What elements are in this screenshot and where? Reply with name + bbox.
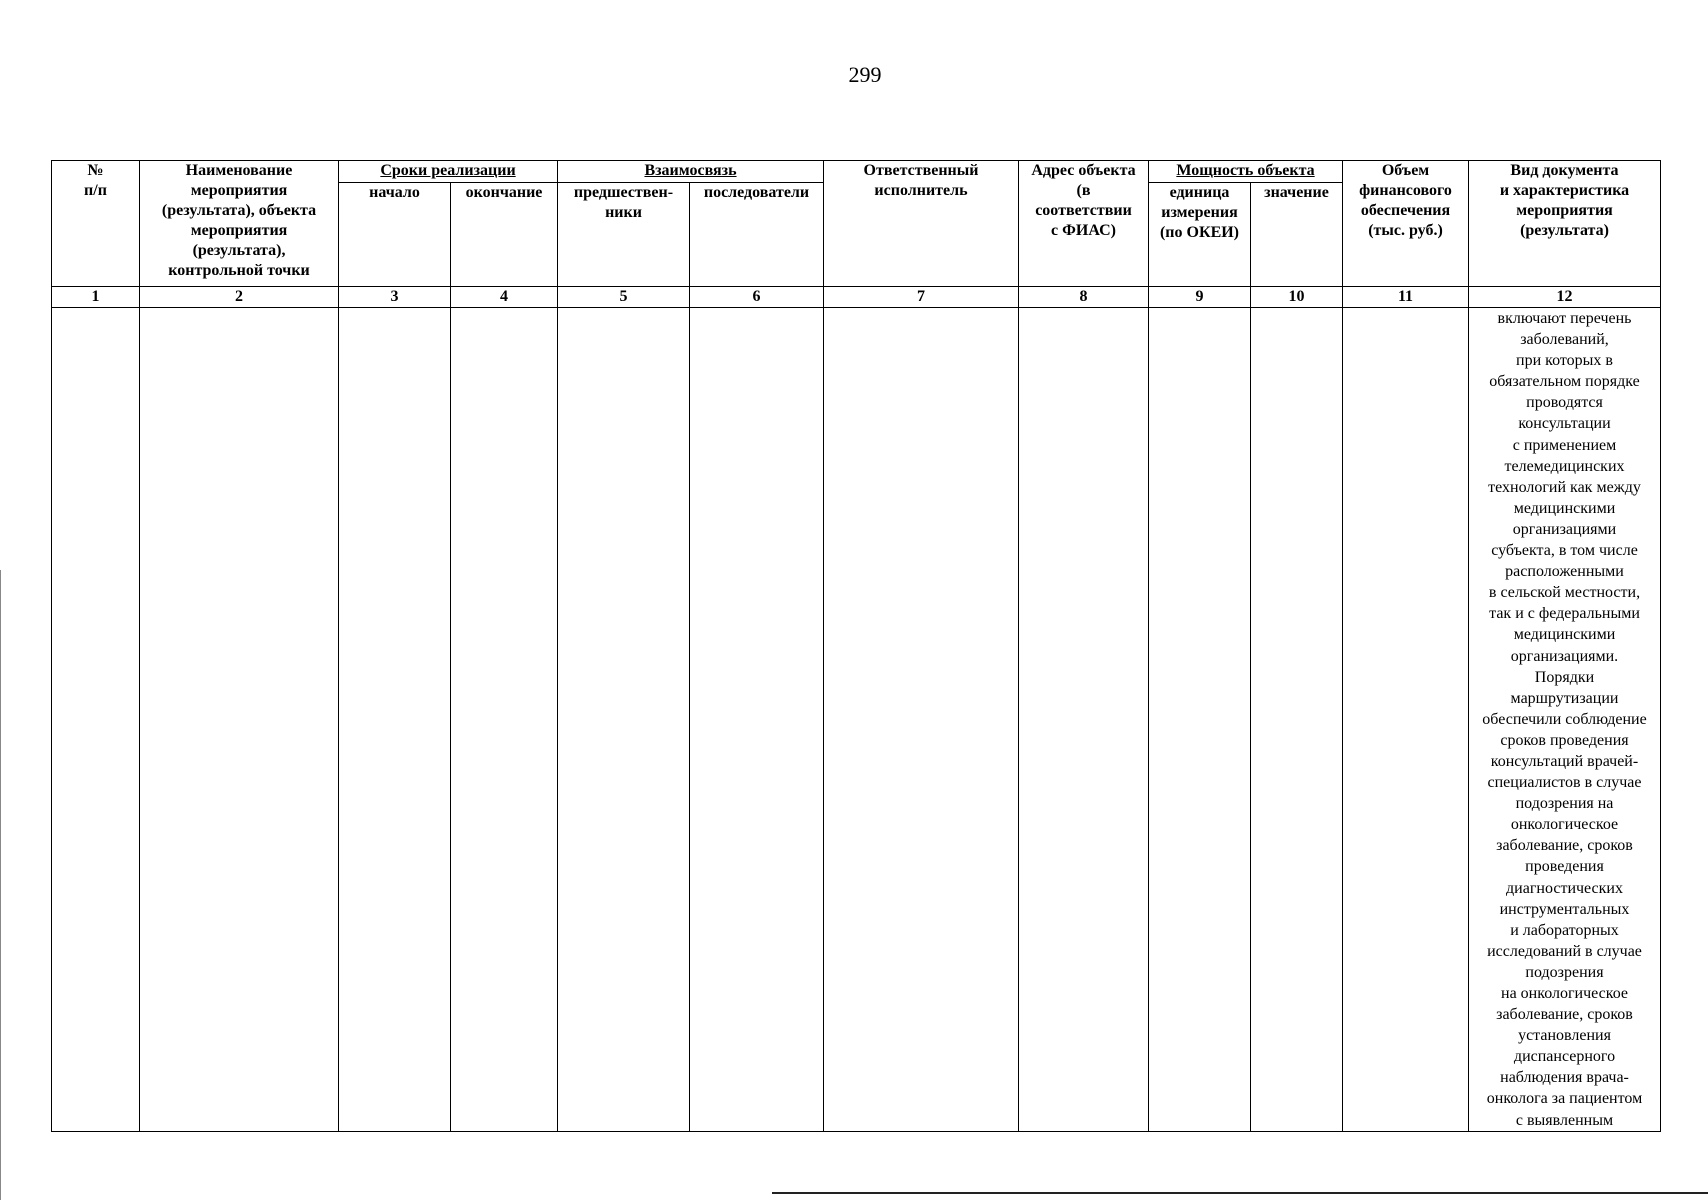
header-col-end: окончание: [451, 183, 558, 287]
cell-address: [1019, 308, 1149, 1132]
column-number: 8: [1019, 287, 1149, 308]
cell-unit: [1149, 308, 1251, 1132]
column-number: 11: [1343, 287, 1469, 308]
cell-finance: [1343, 308, 1469, 1132]
header-col-predecessors: предшествен- ники: [558, 183, 690, 287]
header-col-unit: единица измерения (по ОКЕИ): [1149, 183, 1251, 287]
column-number: 2: [140, 287, 339, 308]
header-group-moshchnost: Мощность объекта: [1149, 161, 1343, 183]
cell-document: [1469, 308, 1661, 1132]
document-description: включают перечень заболеваний, при которых в обязательном порядке проводятся консультации с применением телемедицинских технологий как между медицинскими организациями субъекта, в том числе расположенными в сельской местности, так и с федеральными медицинскими организациями. Порядки маршрутизации обеспечили соблюдение сроков проведения консультаций врачей- специалистов в случае подозрения на онкологическое заболевание, сроков проведения диагностических инструментальных и лабораторных исследований в случае подозрения на онкологическое заболевание, сроков установления диспансерного наблюдения врача- онколога за пациентом с выявленным: [1482, 310, 1647, 1129]
cell-number: [52, 308, 140, 1132]
column-number: 10: [1251, 287, 1343, 308]
header-col-start: начало: [339, 183, 451, 287]
cell-start: [339, 308, 451, 1132]
column-number: 4: [451, 287, 558, 308]
header-col-executor: Ответственный исполнитель: [824, 161, 1019, 287]
cell-end: [451, 308, 558, 1132]
column-number: 3: [339, 287, 451, 308]
column-number-row: [52, 287, 1661, 308]
column-number: 5: [558, 287, 690, 308]
header-group-vzaimosvyaz: Взаимосвязь: [558, 161, 824, 183]
header-col-finance: Объем финансового обеспечения (тыс. руб.): [1343, 161, 1469, 287]
cell-value: [1251, 308, 1343, 1132]
header-col-document: Вид документа и характеристика мероприятия (результата): [1469, 161, 1661, 287]
left-scan-edge: [0, 570, 1, 1200]
header-col-successors: последователи: [690, 183, 824, 287]
header-col-name: Наименование мероприятия (результата), объекта мероприятия (результата), контрольной точки: [140, 161, 339, 287]
header-col-address: Адрес объекта (в соответствии с ФИАС): [1019, 161, 1149, 287]
column-number: 1: [52, 287, 140, 308]
page-number: 299: [848, 62, 882, 87]
table-row: [52, 308, 1661, 1132]
bottom-scan-line: [772, 1192, 1708, 1194]
column-number: 7: [824, 287, 1019, 308]
cell-predecessors: [558, 308, 690, 1132]
cell-successors: [690, 308, 824, 1132]
header-group-sroki: Сроки реализации: [339, 161, 558, 183]
column-number: 6: [690, 287, 824, 308]
column-number: 12: [1469, 287, 1661, 308]
cell-name: [140, 308, 339, 1132]
column-number: 9: [1149, 287, 1251, 308]
header-col-number: № п/п: [52, 161, 140, 287]
cell-executor: [824, 308, 1019, 1132]
header-col-value: значение: [1251, 183, 1343, 287]
measures-table: [51, 160, 1661, 1132]
